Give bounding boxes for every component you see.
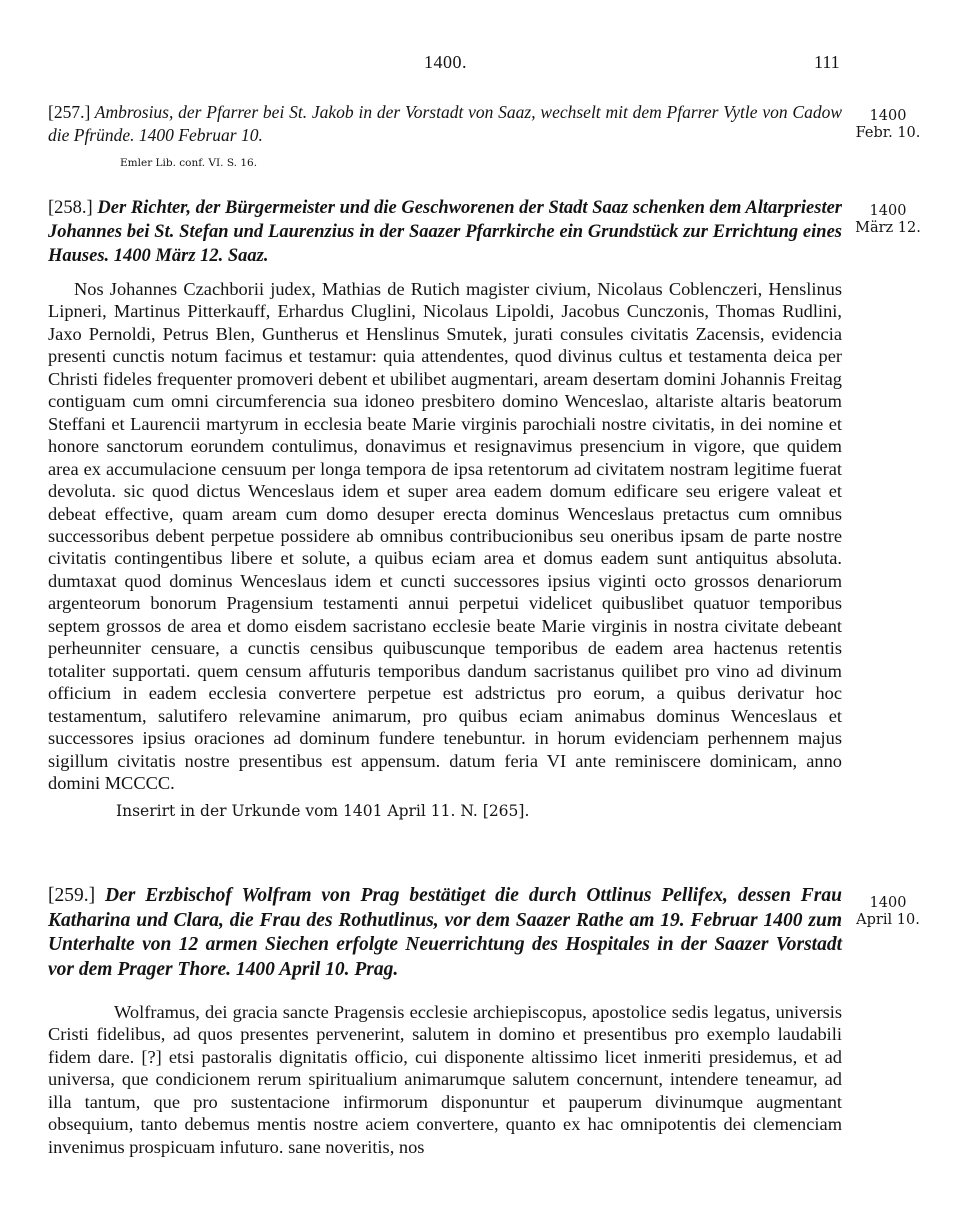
margin-year: 1400: [869, 108, 907, 124]
page-header: [0, 52, 960, 76]
entry-number: [259.]: [48, 885, 96, 906]
entry-258: [48, 196, 842, 820]
entry-number: [257.]: [48, 102, 91, 122]
margin-day: April 10.: [856, 912, 920, 928]
document-text-content: Wolframus, dei gracia sancte Pragensis ecclesie archiepiscopus, apostolice sedis legatus, universis Cristi fidelibus, ad quos presentes pervenerint, salutem in domino et presentibus pro exemplo laudabili fidem dare. [?] etsi pastoralis dignitatis officio, cui disponente altissimo licet inmeriti presidemus, et ad universa, que condicionem rerum spiritualium animarumque salutem concernunt, intendere teneamur, ad illa tantum, que pro sustentacione infirmorum disponuntur et pauperum divinumque augmentant obsequium, tanto debemus mentis nostre aciem convertere, quanto ex hac omnipotentis dei clemenciam invenimus prospicuam infuturo. sane noveritis, nos: [48, 1002, 842, 1157]
running-header-year: 1400.: [424, 52, 467, 72]
entry-heading: [48, 196, 842, 268]
margin-day: Febr. 10.: [855, 125, 921, 141]
document-text: [48, 278, 842, 794]
entry-summary: Ambrosius, der Pfarrer bei St. Jakob in der Vorstadt von Saaz, wechselt mit dem Pfarrer Vytle von Cadow die Pfründe. 1400 Februar 10.: [48, 102, 842, 145]
inserted-note: Inserirt in der Urkunde vom 1401 April 11. N. [265].: [116, 802, 530, 821]
source-note: Emler Lib. conf. VI. S. 16.: [120, 157, 258, 169]
entry-heading: [48, 884, 842, 982]
document-text-content: Nos Johannes Czachborii judex, Mathias de Rutich magister civium, Nicolaus Coblenczeri, Henslinus Lipneri, Martinus Pitterkauff, Erhardus Cluglini, Nicolaus Lipoldi, Jacobus Cunczonis, Thomas Rudlini, Jaxo Pernoldi, Petrus Blen, Guntherus et Henslinus Smutek, jurati consules civitatis Zacensis, evidencia presenti cunctis notum facimus et testamur: quia attendentes, quod divinus cultus et testamenta deica per Christi fideles frequenter promoveri debent et ubilibet augmentari, aream desertam domini Johannis Freitag contiguam cum omni circumferencia sua idoneo presbitero domino Wenceslao, altariste altaris beatorum Steffani et Laurencii martyrum in ecclesia beate Marie virginis parochiali nostre civitatis, in dei nomine et honore sanctorum eorundem contulimus, donavimus et resignavimus presencium in vigore, que quidem area ex accumulacione censuum per longa tempora de ipsa retentorum ad civitatem nostram legitime fuerat devoluta. sic quod dictus Wenceslaus idem et super area eadem domum edificare seu erigere valeat et debeat effective, quam aream cum domo desuper erecta dominus Wenceslaus pretactus cum omnibus successoribus debent perpetue possidere ab omnibus contribucionibus seu oneribus ipsam de parte nostre civitatis contingentibus libere et solute, a quibus eciam area et domus eadem sunt antiquitus absoluta. dumtaxat quod dominus Wenceslaus idem et cuncti successores ipsius viginti octo grossos denariorum argenteorum bonorum Pragensium testamenti annui perpetui videlicet quibuslibet quatuor temporibus septem grossos de area et domo eisdem sacristano ecclesie beate Marie virginis in nostra civitate debeant perheunniter censuare, a cunctis censibus quibuscunque temporibus de eadem area hactenus retentis totaliter supportati. quem censum affuturis temporibus dandum sacristanus quilibet pro vino ad divinum officium in eadem ecclesia convertere perpetue est adstrictus pro eorum, a quibus derivatur hoc testamentum, salutifero relevamine animarum, pro quibus eciam animabus dominus Wenceslaus et successores ipsius oraciones ad dominum fundere tenebuntur. in horum evidenciam perhennem majus sigillum civitatis nostre presentibus est appensum. datum feria VI ante reminiscere dominicam, anno domini MCCCC.: [48, 279, 842, 793]
page-number: 111: [814, 52, 840, 72]
entry-heading: [48, 101, 842, 147]
margin-date-257: [848, 108, 928, 142]
entry-summary: Der Richter, der Bürgermeister und die Geschworenen der Stadt Saaz schenken dem Altarpriester Johannes bei St. Stefan und Laurenzius in der Saazer Pfarrkirche ein Grundstück zur Errichtung eines Hauses. 1400 März 12. Saaz.: [48, 198, 843, 266]
margin-year: 1400: [869, 203, 907, 219]
margin-date-258: [848, 203, 928, 237]
entry-number: [258.]: [48, 198, 93, 218]
entry-259: [48, 884, 842, 1158]
document-text: [48, 1001, 842, 1158]
margin-year: 1400: [869, 895, 907, 911]
entry-summary: Der Erzbischof Wolfram von Prag bestätiget die durch Ottlinus Pellifex, dessen Frau Katharina und Clara, die Frau des Rothutlinus, vor dem Saazer Rathe am 19. Februar 1400 zum Unterhalte von 12 armen Siechen erfolgte Neuerrichtung des Hospitales in der Saazer Vorstadt vor dem Prager Thore. 1400 April 10. Prag.: [48, 885, 842, 980]
margin-day: März 12.: [855, 220, 921, 236]
entry-257: [48, 101, 842, 169]
margin-date-259: [848, 895, 928, 929]
